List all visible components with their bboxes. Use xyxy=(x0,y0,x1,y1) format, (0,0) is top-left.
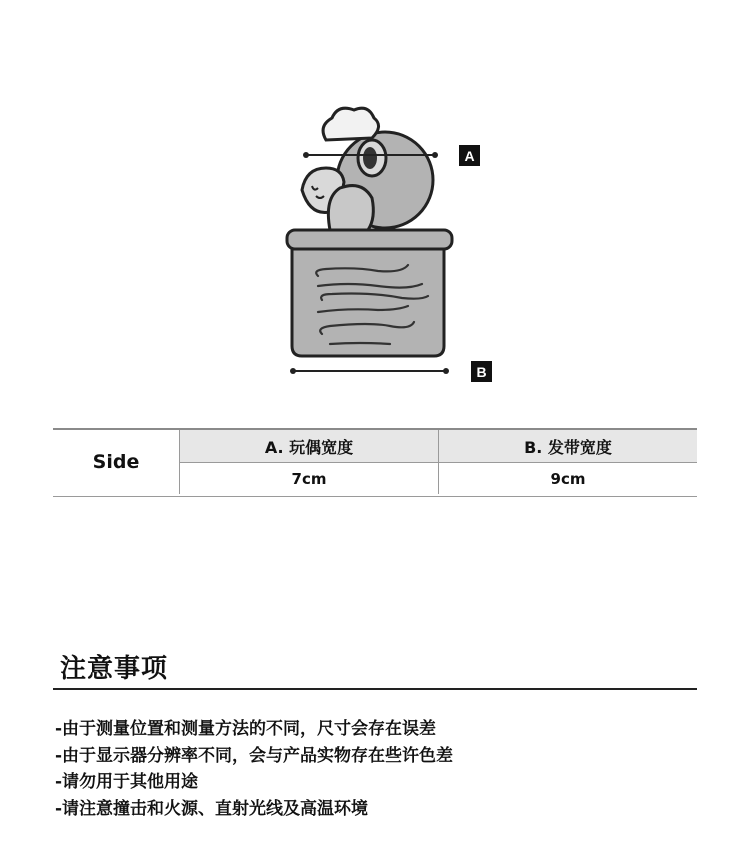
table-value-row xyxy=(180,463,697,494)
marker-a-label: A xyxy=(459,145,480,166)
notice-item: -请勿用于其他用途 xyxy=(55,772,199,792)
value-hairband-width: 9cm xyxy=(438,463,697,494)
notice-title: 注意事项 xyxy=(60,654,169,684)
table-header-row xyxy=(180,430,697,463)
koala-arm xyxy=(328,186,373,230)
notice-list xyxy=(55,716,453,822)
notice-item: -请注意撞击和火源、直射光线及高温环境 xyxy=(55,798,369,819)
box-lid xyxy=(287,230,452,249)
marker-b-label: B xyxy=(471,361,492,382)
dimension-line-b xyxy=(290,368,449,374)
value-doll-width: 7cm xyxy=(291,469,327,488)
box-body xyxy=(292,249,444,356)
header-hairband-width: B. 发带宽度 xyxy=(438,430,697,462)
header-doll-width: A. 玩偶宽度 xyxy=(264,437,354,457)
table-row-label: Side xyxy=(53,430,180,494)
size-table xyxy=(53,428,697,497)
notice-item: -由于显示器分辨率不同，会与产品实物存在些许色差 xyxy=(55,745,454,766)
koala-figure-illustration xyxy=(270,100,510,390)
notice-divider xyxy=(53,688,697,690)
chef-hat xyxy=(323,108,378,140)
notice-item: -由于测量位置和测量方法的不同，尺寸会存在误差 xyxy=(55,719,437,739)
